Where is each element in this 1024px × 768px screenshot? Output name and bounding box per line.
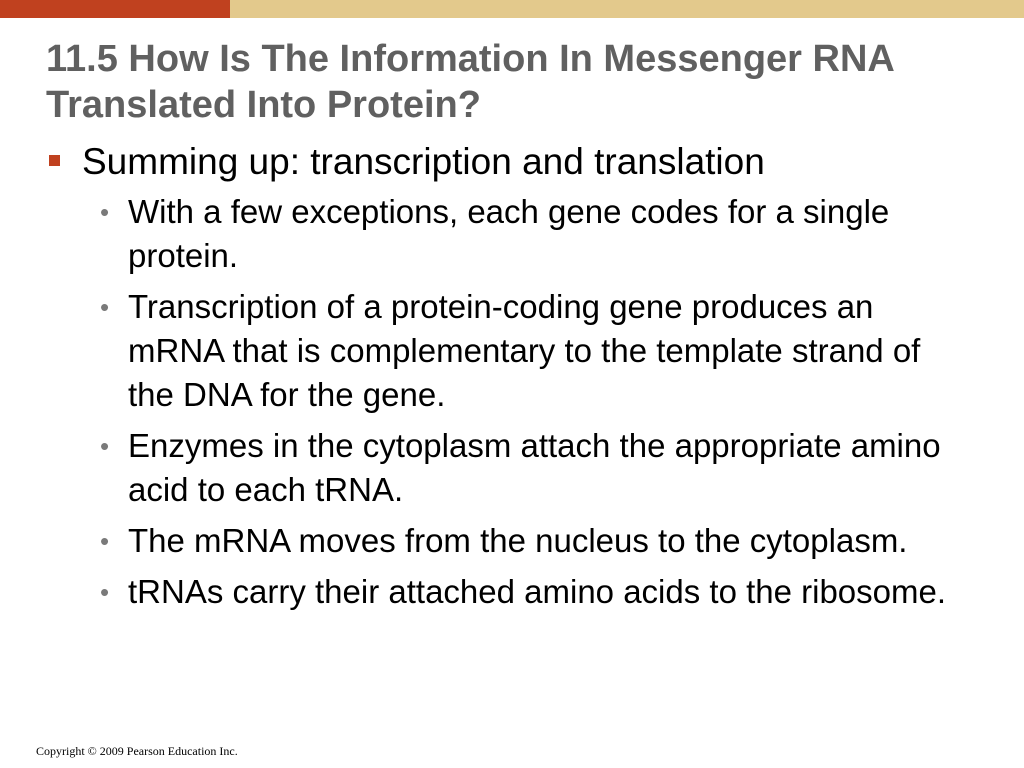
top-bar-accent-right [230,0,1024,18]
main-bullet-point [0,140,1024,184]
main-bullet-text: Summing up: transcription and translation [82,141,765,182]
bullet-dot-icon: • [100,526,110,556]
sub-bullet-text: Enzymes in the cytoplasm attach the appropriate amino acid to each tRNA. [128,427,941,508]
bullet-dot-icon: • [100,292,110,322]
bullet-dot-icon: • [100,197,110,227]
sub-bullet-item [0,285,1024,417]
square-bullet-icon [49,155,60,166]
bullet-dot-icon: • [100,577,110,607]
sub-bullet-text: tRNAs carry their attached amino acids to the ribosome. [128,573,947,610]
slide-content [0,140,1024,621]
sub-bullet-item [0,519,1024,563]
slide-title: 11.5 How Is The Information In Messenger RNA Translated Into Protein? [46,38,894,126]
sub-bullet-list [0,190,1024,614]
sub-bullet-item [0,570,1024,614]
copyright-notice: Copyright © 2009 Pearson Education Inc. [36,744,238,758]
sub-bullet-text: Transcription of a protein-coding gene produces an mRNA that is complementary to the template strand of the DNA for the gene. [128,288,921,413]
bullet-dot-icon: • [100,431,110,461]
sub-bullet-item [0,190,1024,278]
top-bar-accent-left [0,0,230,18]
sub-bullet-text: With a few exceptions, each gene codes for a single protein. [128,193,890,274]
top-decorative-bar [0,0,1024,18]
sub-bullet-text: The mRNA moves from the nucleus to the cytoplasm. [128,522,908,559]
sub-bullet-item [0,424,1024,512]
